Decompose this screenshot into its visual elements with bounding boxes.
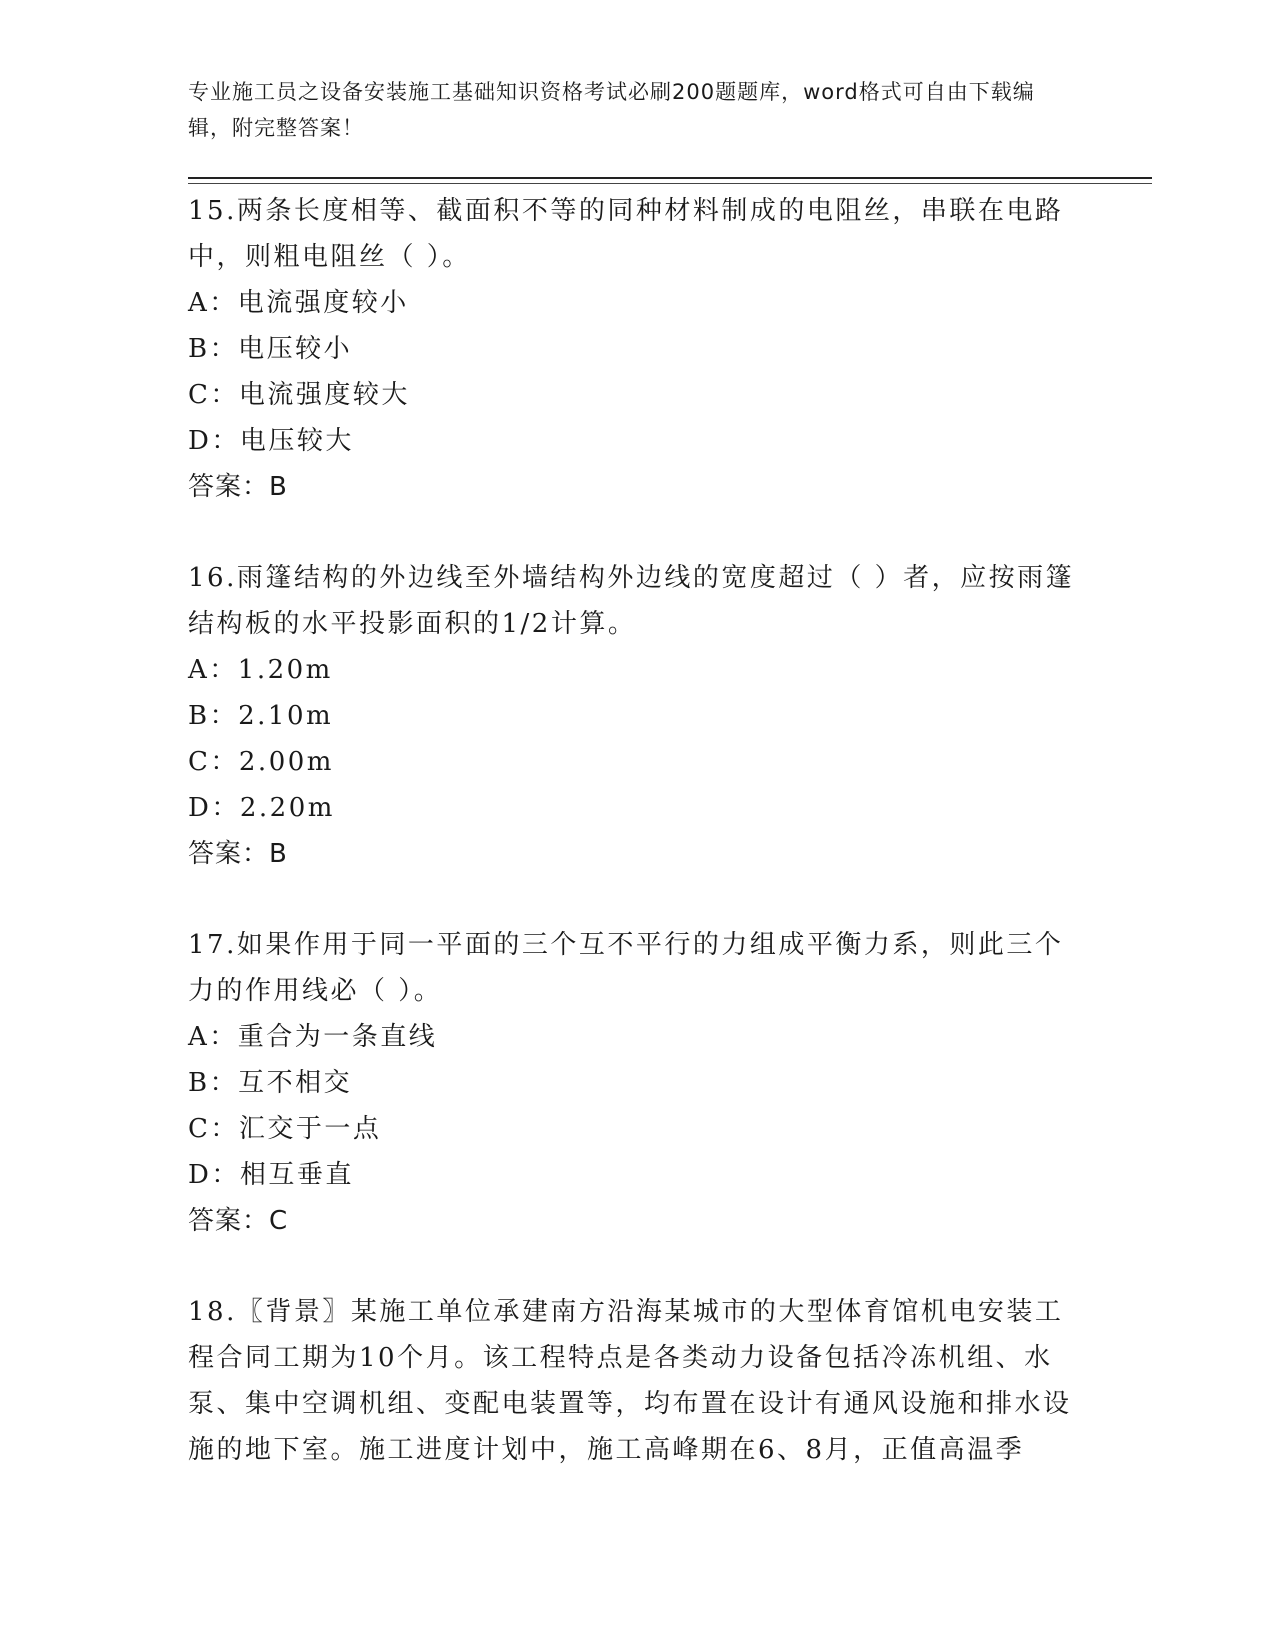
question-stem: 15.两条长度相等、截面积不等的同种材料制成的电阻丝，串联在电路中，则粗电阻丝（ ）。	[188, 196, 1064, 272]
question-stem: 17.如果作用于同一平面的三个互不平行的力组成平衡力系，则此三个力的作用线必（ ）。	[188, 930, 1064, 1006]
option-a: A：重合为一条直线	[188, 1022, 438, 1052]
question-15	[188, 188, 1088, 510]
option-c: C：2.00m	[188, 747, 334, 777]
option-b: B：2.10m	[188, 701, 334, 731]
document-header: 专业施工员之设备安装施工基础知识资格考试必刷200题题库，word格式可自由下载编辑，附完整答案！	[188, 80, 1035, 140]
header-divider-thick	[188, 177, 1152, 179]
option-a: A：电流强度较小	[188, 288, 409, 318]
answer-line: 答案：B	[188, 472, 288, 502]
option-c: C：汇交于一点	[188, 1114, 382, 1144]
option-a: A：1.20m	[188, 655, 333, 685]
answer-line: 答案：B	[188, 839, 288, 869]
option-d: D：2.20m	[188, 793, 335, 823]
answer-line: 答案：C	[188, 1206, 289, 1236]
question-16	[188, 555, 1088, 877]
question-17	[188, 922, 1088, 1244]
header-divider-thin	[188, 183, 1152, 184]
question-stem: 18.〖背景〗某施工单位承建南方沿海某城市的大型体育馆机电安装工程合同工期为10个月。该工程特点是各类动力设备包括冷冻机组、水泵、集中空调机组、变配电装置等，均布置在设计有通风设施和排水设施的地下室。施工进度计划中，施工高峰期在6、8月，正值高温季	[188, 1297, 1072, 1465]
option-b: B：电压较小	[188, 334, 353, 364]
option-d: D：电压较大	[188, 426, 354, 456]
option-d: D：相互垂直	[188, 1160, 354, 1190]
option-b: B：互不相交	[188, 1068, 353, 1098]
question-18	[188, 1289, 1088, 1473]
option-c: C：电流强度较大	[188, 380, 410, 410]
question-stem: 16.雨篷结构的外边线至外墙结构外边线的宽度超过（ ）者，应按雨篷结构板的水平投影面积的1/2计算。	[188, 563, 1075, 639]
